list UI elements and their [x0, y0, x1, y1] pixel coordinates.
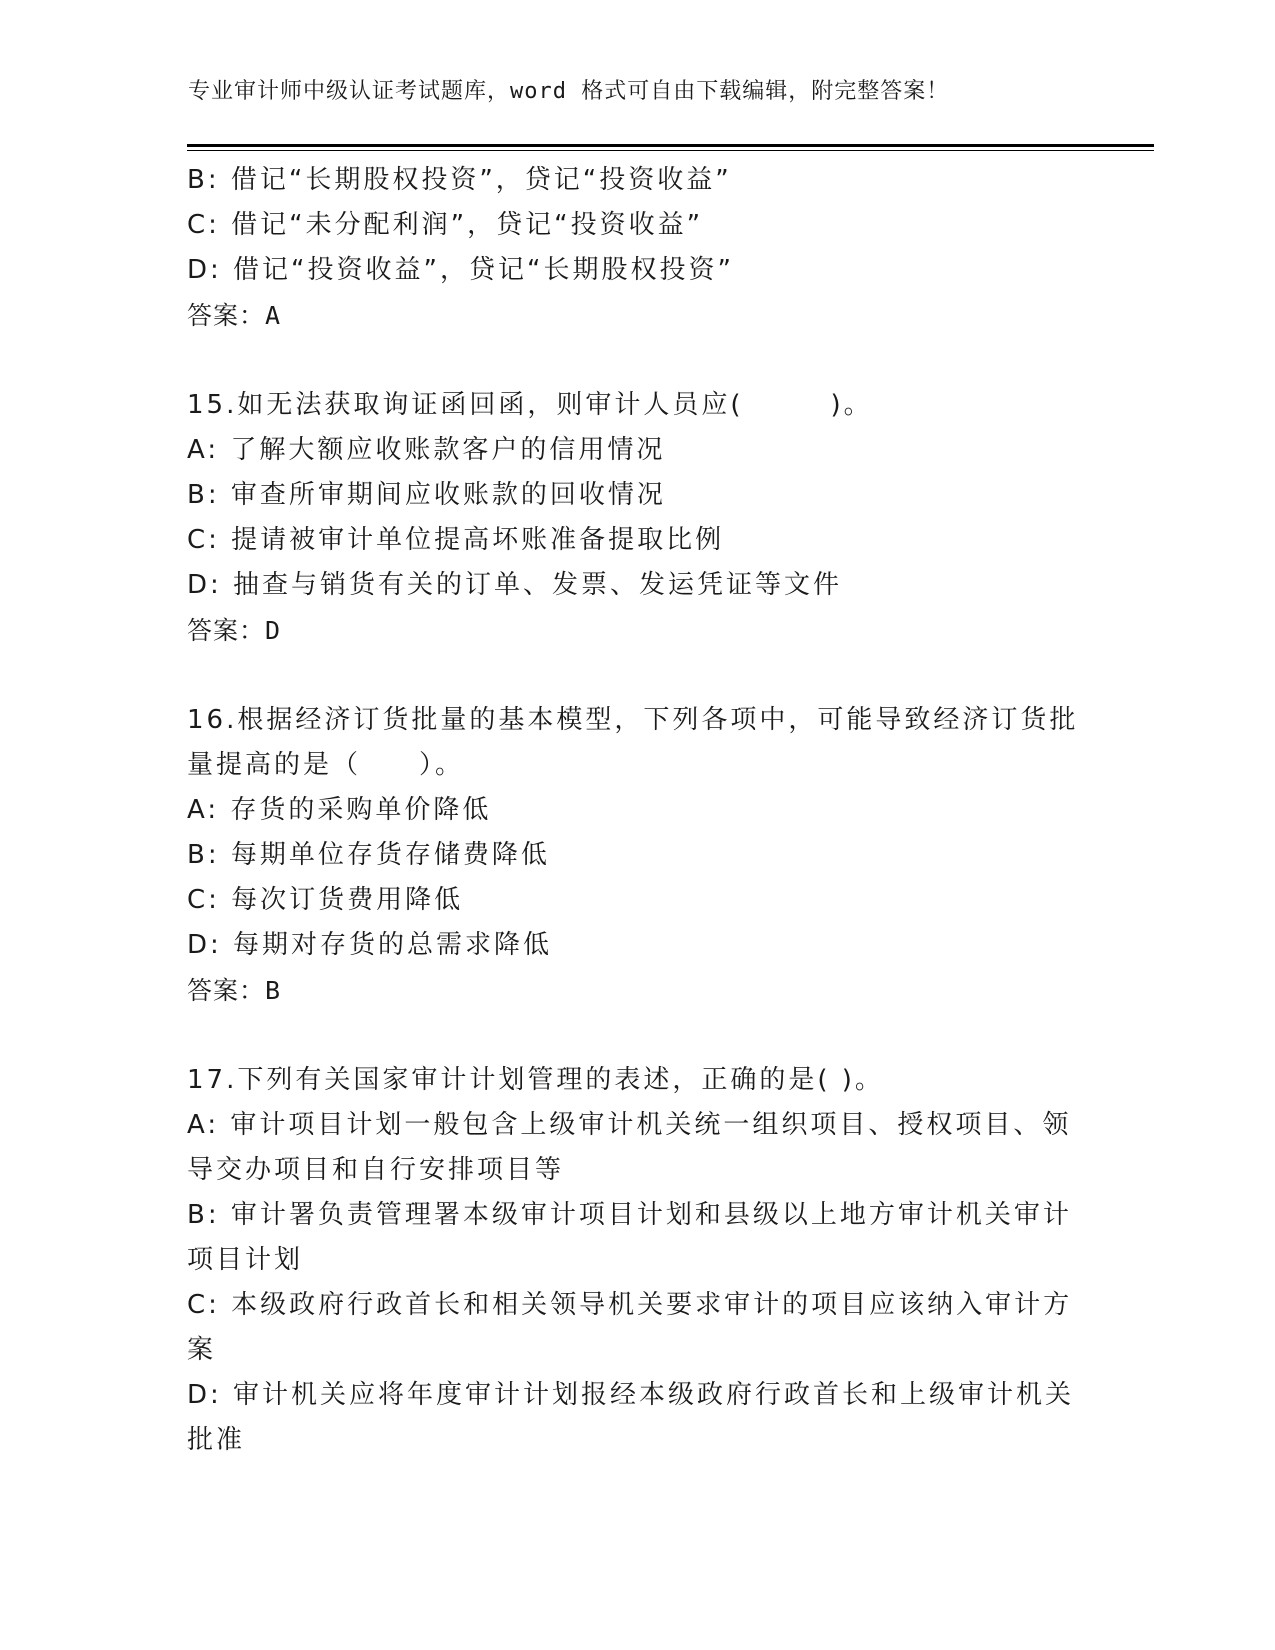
option-b: B: 审查所审期间应收账款的回收情况 — [187, 480, 666, 510]
option-a: A: 存货的采购单价降低 — [187, 795, 492, 825]
question-stem: 16.根据经济订货批量的基本模型，下列各项中，可能导致经济订货批 — [187, 705, 1079, 735]
option-d-continued: 批准 — [187, 1425, 246, 1455]
option-a-continued: 导交办项目和自行安排项目等 — [187, 1155, 565, 1185]
option-d: D: 借记“投资收益”，贷记“长期股权投资” — [187, 255, 734, 285]
answer: 答案：D — [187, 616, 282, 645]
header-rule-thick — [187, 144, 1154, 147]
option-c: C: 本级政府行政首长和相关领导机关要求审计的项目应该纳入审计方 — [187, 1290, 1073, 1320]
question-stem: 17.下列有关国家审计计划管理的表述，正确的是( )。 — [187, 1065, 884, 1095]
option-d: D: 审计机关应将年度审计计划报经本级政府行政首长和上级审计机关 — [187, 1380, 1075, 1410]
answer: 答案：B — [187, 976, 282, 1005]
question-stem-continued: 量提高的是（ ）。 — [187, 750, 465, 780]
option-b: B: 借记“长期股权投资”，贷记“投资收益” — [187, 165, 732, 195]
answer: 答案：A — [187, 301, 282, 330]
option-b: B: 审计署负责管理署本级审计项目计划和县级以上地方审计机关审计 — [187, 1200, 1072, 1230]
option-d: D: 每期对存货的总需求降低 — [187, 930, 553, 960]
option-a: A: 了解大额应收账款客户的信用情况 — [187, 435, 666, 465]
option-b-continued: 项目计划 — [187, 1245, 304, 1275]
option-c: C: 提请被审计单位提高坏账准备提取比例 — [187, 525, 725, 555]
option-a: A: 审计项目计划一般包含上级审计机关统一组织项目、授权项目、领 — [187, 1110, 1072, 1140]
header-rule-thin — [187, 150, 1154, 151]
question-stem: 15.如无法获取询证函回函，则审计人员应( )。 — [187, 390, 873, 420]
option-b: B: 每期单位存货存储费降低 — [187, 840, 550, 870]
option-c: C: 借记“未分配利润”，贷记“投资收益” — [187, 210, 704, 240]
option-d: D: 抽查与销货有关的订单、发票、发运凭证等文件 — [187, 570, 843, 600]
page-header: 专业审计师中级认证考试题库，word 格式可自由下载编辑，附完整答案！ — [188, 79, 950, 104]
question-content — [187, 158, 1087, 1463]
option-c-continued: 案 — [187, 1335, 217, 1365]
option-c: C: 每次订货费用降低 — [187, 885, 464, 915]
